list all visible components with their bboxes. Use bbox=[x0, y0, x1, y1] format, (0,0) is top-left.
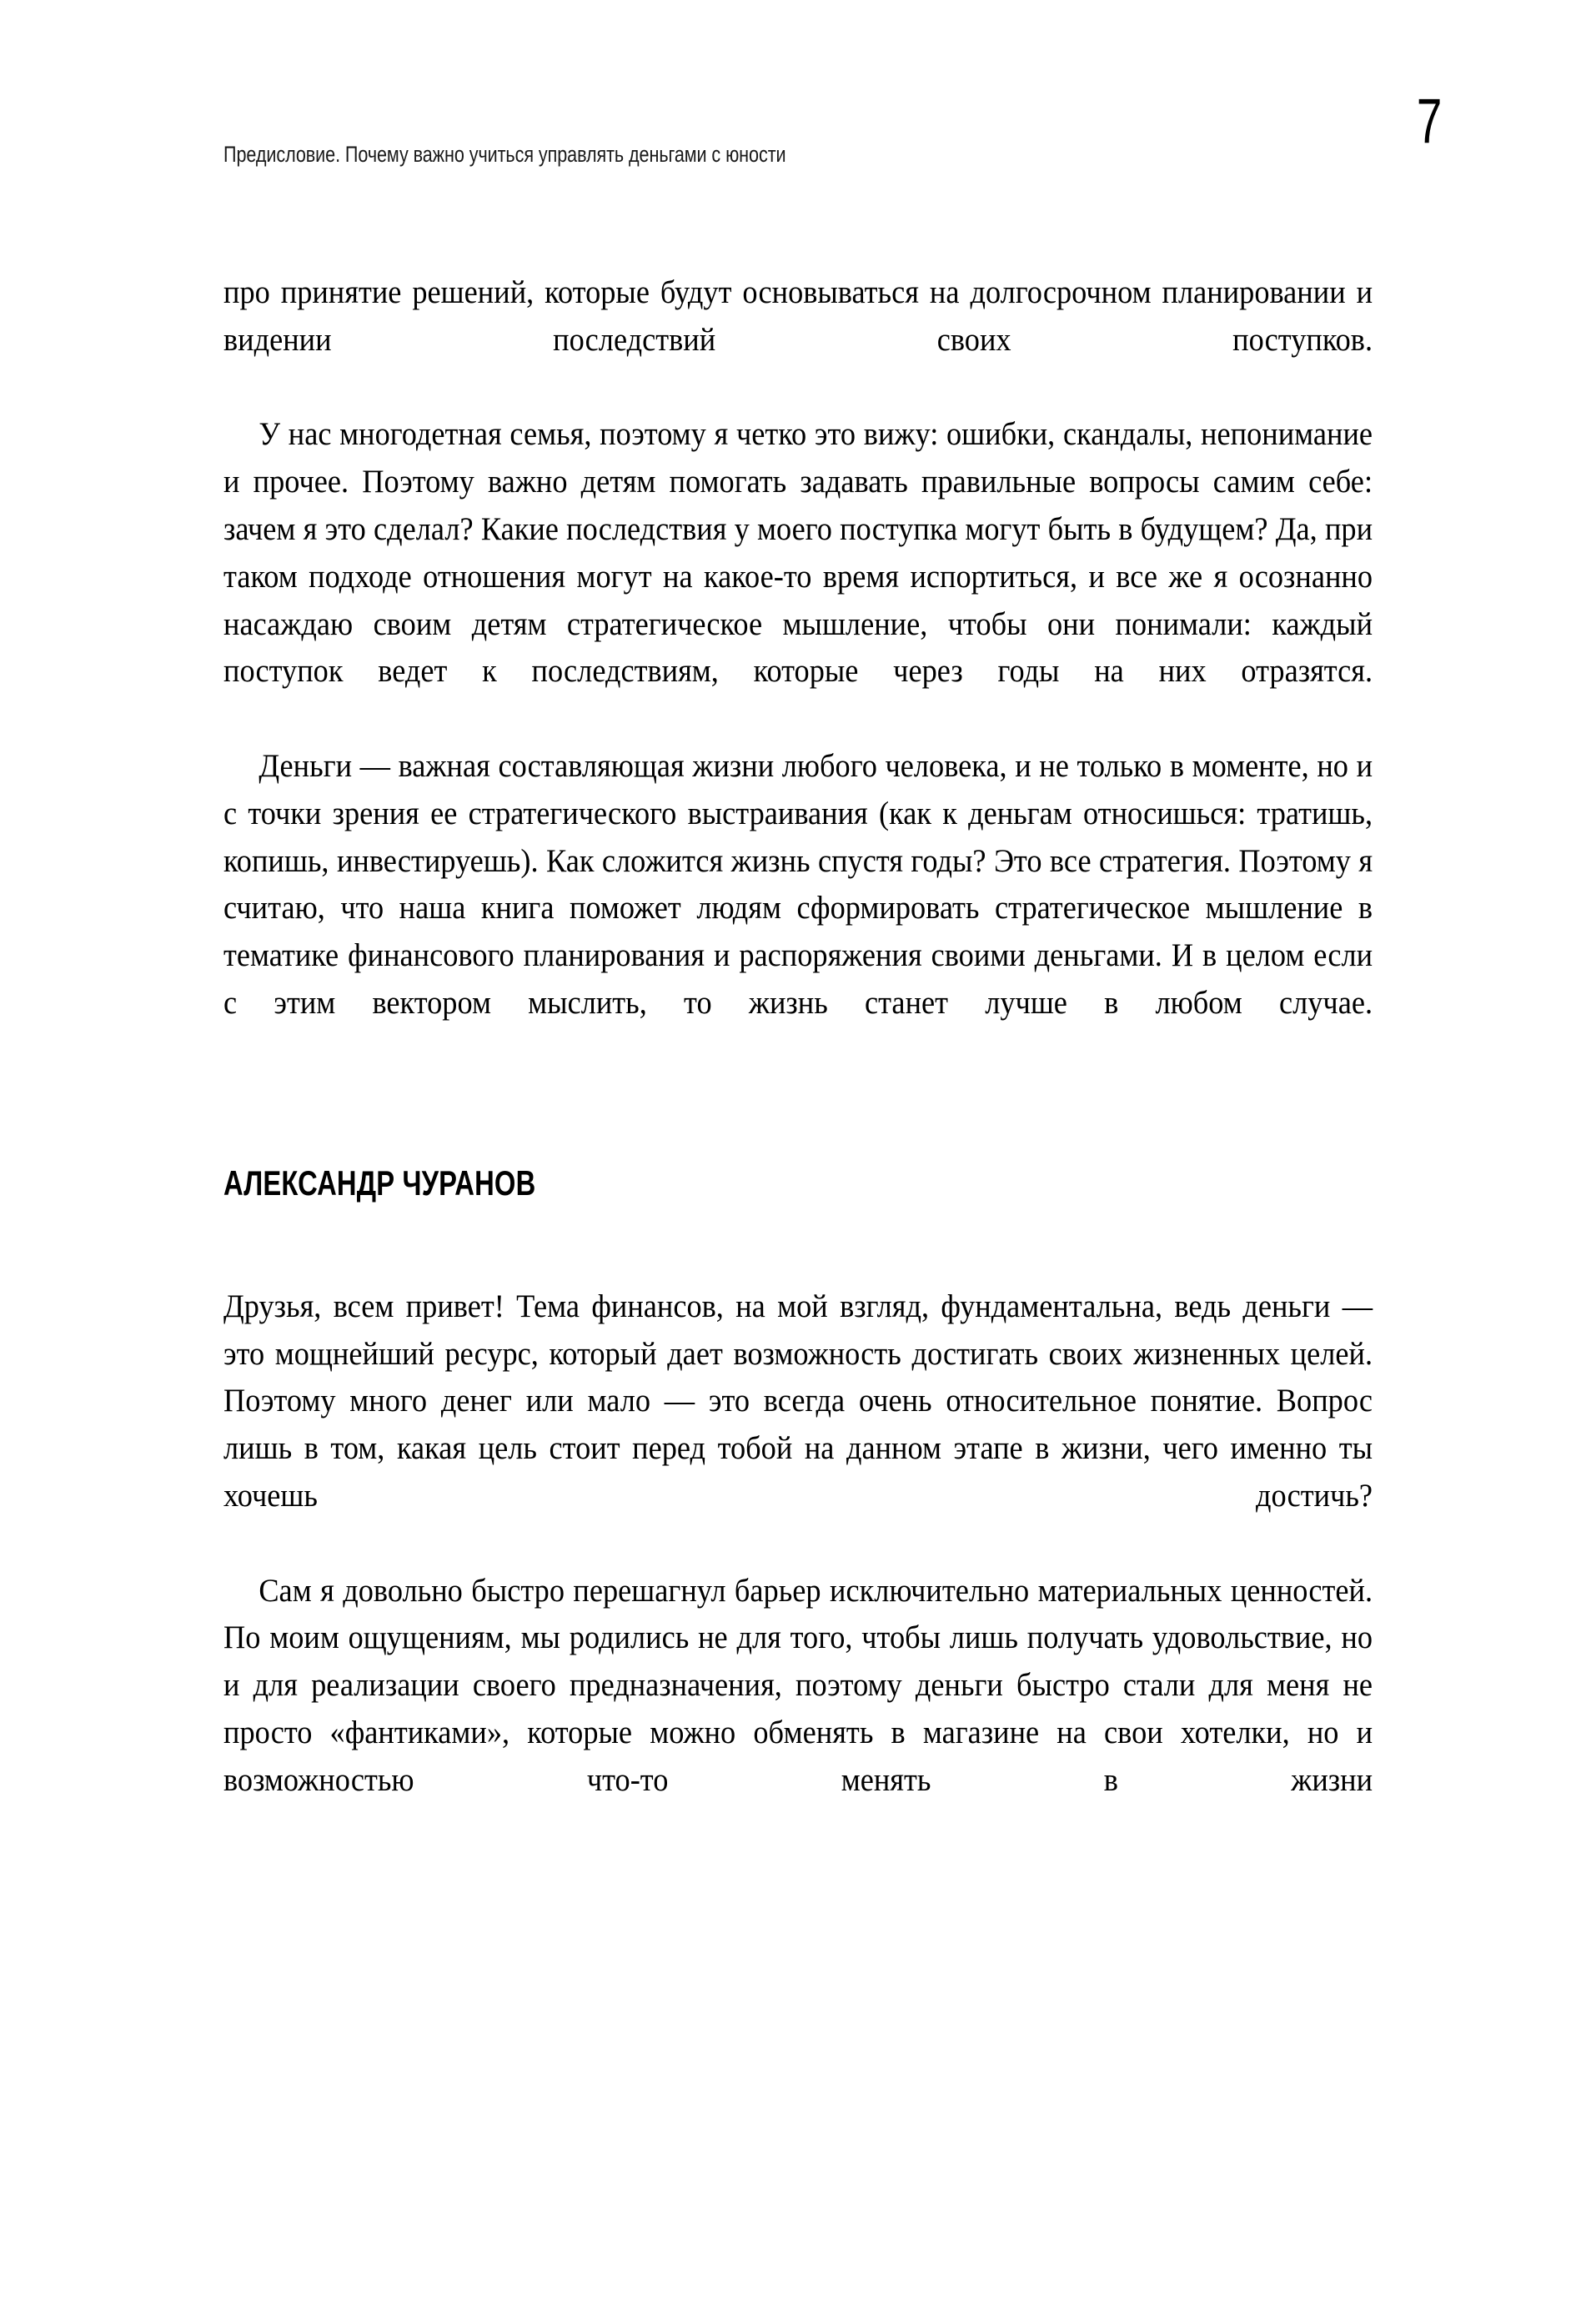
running-head: Предисловие. Почему важно учиться управлять деньгами с юности bbox=[223, 142, 786, 167]
paragraph: Деньги — важная составляющая жизни любого человека, и не только в моменте, но и с точки зрения ее стратегического выстраивания (как к деньгам относишься: тратишь, копишь, инвестируешь). Как сложится жизнь спустя годы? Это все стратегия. Поэтому я считаю, что наша книга поможет людям сформировать стратегическое мышление в тематике финансового планирования и распоряжения своими деньгами. И в целом если с этим вектором мыслить, то жизнь станет лучше в любом случае. bbox=[223, 746, 1373, 1021]
paragraph: про принятие решений, которые будут основываться на долгосрочном планировании и видении последствий своих поступков. bbox=[223, 274, 1373, 358]
spacer bbox=[223, 1074, 1373, 1164]
section-heading: АЛЕКСАНДР ЧУРАНОВ bbox=[223, 1163, 536, 1203]
spacer bbox=[223, 1203, 1373, 1283]
text-column bbox=[223, 269, 1373, 1850]
paragraph: У нас многодетная семья, поэтому я четко это вижу: ошибки, скандалы, непонимание и прочее. Поэтому важно детям помогать задавать правильные вопросы самим себе: зачем я это сделал? Какие последствия у моего поступка могут быть в будущем? Да, при таком подходе отношения могут на какое-то время испортиться, и все же я осознанно насаждаю своим детям стратегическое мышление, чтобы они понимали: каждый поступок ведет к последствиям, которые через годы на них отразятся. bbox=[223, 415, 1373, 690]
page-number: 7 bbox=[1416, 86, 1442, 157]
paragraph: Друзья, всем привет! Тема финансов, на мой взгляд, фундаментальна, ведь деньги — это мощнейший ресурс, который дает возможность достигать своих жизненных целей. Поэтому много денег или мало — это всегда очень относительное понятие. Вопрос лишь в том, какая цель стоит перед тобой на данном этапе в жизни, чего именно ты хочешь достичь? bbox=[223, 1287, 1373, 1514]
paragraph: Сам я довольно быстро перешагнул барьер исключительно материальных ценностей. По моим ощущениям, мы родились не для того, чтобы лишь получать удовольствие, но и для реализации своего предназначения, поэтому деньги быстро стали для меня не просто «фантиками», которые можно обменять в магазине на свои хотелки, но и возможностью что-то менять в жизни bbox=[223, 1571, 1373, 1798]
